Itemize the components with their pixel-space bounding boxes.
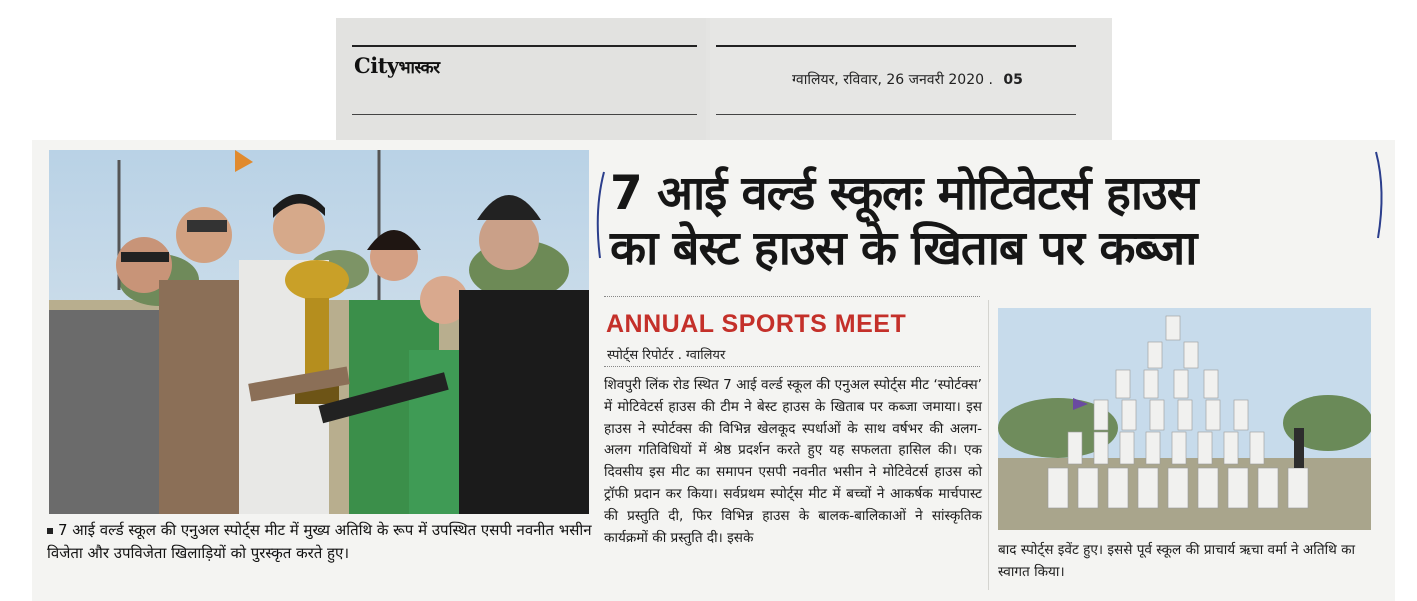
pen-mark-icon [1372,150,1388,240]
page-number: 05 [1003,72,1023,88]
dateline: ग्वालियर, रविवार, 26 जनवरी 2020 . 05 [792,72,1023,88]
masthead-rule [352,114,697,115]
logo-devanagari: भास्कर [398,58,440,78]
masthead-rule [716,45,1076,47]
logo-latin: City [354,53,399,78]
headline-line-2: का बेस्ट हाउस के खिताब पर कब्जा [610,221,1197,276]
masthead-rule [352,45,697,47]
dateline-text: ग्वालियर, रविवार, 26 जनवरी 2020 [792,72,985,88]
trophy-presentation-photo [49,150,589,514]
masthead-left-panel [336,18,706,140]
article-body-paragraph: शिवपुरी लिंक रोड स्थित 7 आई वर्ल्ड स्कूल की एनुअल स्पोर्ट्स मीट ‘स्पोर्टक्स’ में मोटिवेटर्स हाउस की टीम ने बेस्ट हाउस के खिताब पर कब्जा जमाया। इस हाउस ने स्पोर्टक्स की विभिन्न खेलकूद स्पर्धाओं के साथ वर्षभर की अलग-अलग गतिविधियों में श्रेष्ठ प्रदर्शन करते हुए यह सफलता हासिल की। एक दिवसीय इस मीट का समापन एसपी नवनीत भसीन ने मोटिवेटर्स हाउस को ट्रॉफी प्रदान कर किया। सर्वप्रथम स्पोर्ट्स मीट में बच्चों ने आकर्षक मार्चपास्ट की प्रस्तुति दी, फिर विभिन्न हाउस के बालक-बालिकाओं ने सांस्कृतिक कार्यक्रमों की प्रस्तुति दी। इसके [604,377,982,546]
headline-rule [604,296,980,297]
newspaper-logo [354,53,440,78]
photo-caption-text: 7 आई वर्ल्ड स्कूल की एनुअल स्पोर्ट्स मीट में मुख्य अतिथि के रूप में उपस्थित एसपी नवनीत भसीन विजेता और उपविजेता खिलाड़ियों को पुरस्कृत करते हुए। [47,521,592,562]
article-continuation-text: बाद स्पोर्ट्स इवेंट हुए। इससे पूर्व स्कूल की प्राचार्य ऋचा वर्मा ने अतिथि का स्वागत किया। [998,542,1356,580]
article-body [604,375,982,549]
masthead-rule [716,114,1076,115]
article-continuation [998,540,1370,584]
bullet-square-icon [47,528,53,534]
pen-mark-icon [592,170,606,260]
column-divider [988,300,989,590]
human-pyramid-photo [998,308,1371,530]
section-kicker: ANNUAL SPORTS MEET [606,310,907,338]
byline-rule [604,366,980,367]
photo-caption [47,519,592,565]
byline: स्पोर्ट्स रिपोर्टर . ग्वालियर [607,348,726,363]
headline-line-1: 7 आई वर्ल्ड स्कूलः मोटिवेटर्स हाउस [610,166,1198,221]
headline [610,166,1370,276]
